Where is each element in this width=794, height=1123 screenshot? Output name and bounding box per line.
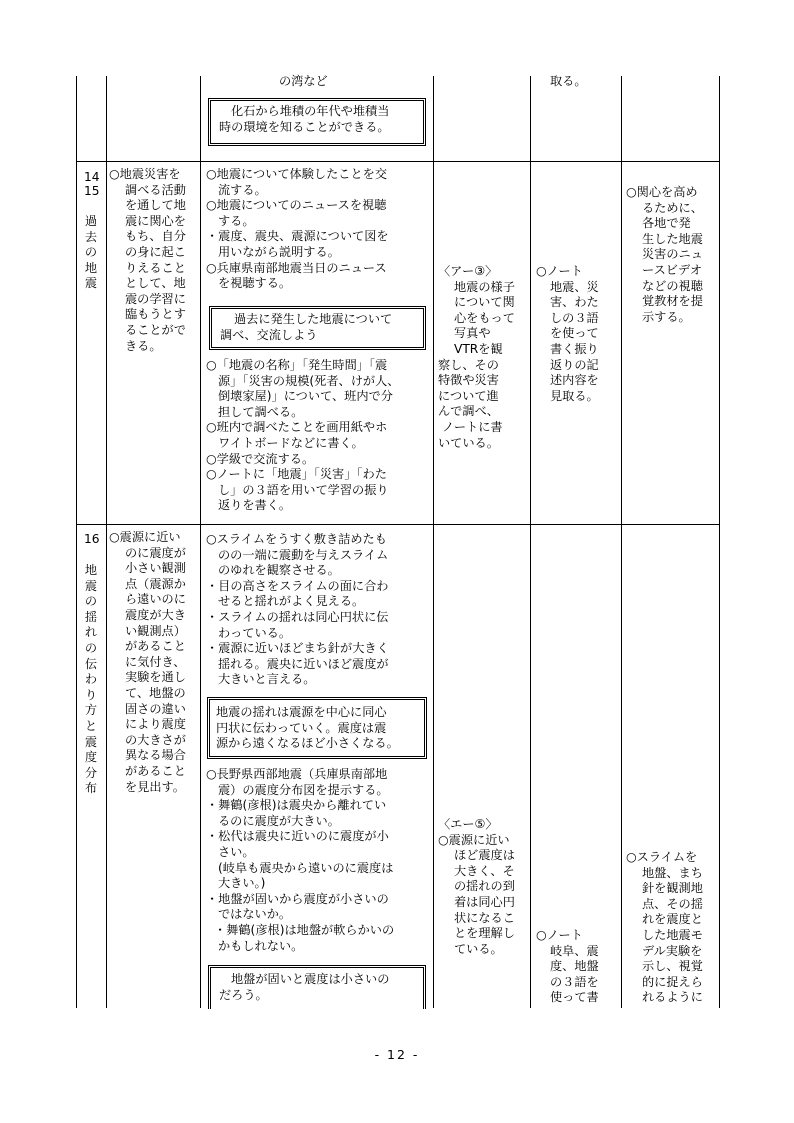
activity-line: 揺れる。震央に近いほど震度が [218, 656, 389, 671]
evaluation-line: ほど震度は [454, 848, 515, 863]
activity-line: ・スライムの揺れは同心円状に伝 [206, 609, 389, 624]
activity-line: 用いながら説明する。 [218, 244, 340, 259]
method-line: ○ノート [536, 264, 583, 278]
notes-line: した地震モ [642, 927, 703, 942]
box-line: 地盤が固いと震度は小さいの [231, 972, 390, 986]
activity-line: ○長野県西部地震（兵庫県南部地 [206, 767, 388, 781]
column-divider [530, 76, 531, 1008]
activity-line: (岐阜も震央から遠いのに震度は [218, 860, 394, 875]
evaluation-line: 大きく、そ [454, 863, 515, 878]
goal-line: 小さい観測 [125, 561, 186, 576]
goal-line: の大きさが [125, 732, 186, 747]
method-line: 岐阜、震 [550, 943, 599, 958]
goal-line: 震度が大き [125, 607, 186, 622]
title-char: の [84, 594, 98, 609]
task-box-past-earthquakes [209, 306, 426, 350]
activity-line: わっている。 [218, 625, 292, 640]
unit-title-shaking-propagation [83, 563, 99, 797]
evaluation-text [438, 817, 515, 957]
goal-line: を見出す。 [125, 779, 185, 794]
activity-line: ・舞鶴(彦根)は地盤が軟らかいの [214, 922, 395, 937]
title-char: 分 [84, 765, 98, 780]
activity-line: ・地盤が固いから震度が小さいの [206, 891, 389, 906]
goal-line: きる。 [125, 338, 162, 353]
notes-line: 災害のニュ [642, 247, 703, 262]
method-line: の３語を [550, 974, 599, 989]
notes-line: ースビデオ [642, 262, 703, 277]
notes-line: れるように [642, 990, 703, 1005]
box-line: 源から遠くなるほど小さくなる。 [216, 736, 399, 751]
method-line: 地震、災 [550, 279, 599, 294]
evaluation-line: んで調べ、 [438, 404, 499, 419]
activity-line: ○ノートに「地震」「災害」「わた [206, 467, 387, 482]
notes-line: ○スライムを [626, 850, 698, 864]
evaluation-line: 状になるこ [454, 910, 515, 925]
title-char: り [84, 687, 98, 702]
method-line: 使って書 [550, 990, 599, 1005]
notes-line: 的に捉えら [642, 974, 703, 989]
conclusion-box-propagation [207, 697, 427, 759]
notes-line: 点、その揺 [642, 896, 703, 911]
notes-line: 生した地震 [642, 231, 703, 246]
activity-line: さい。 [218, 844, 255, 859]
goal-line: があること [125, 763, 186, 778]
activity-line: ○スライムをうすく敷き詰めたも [206, 532, 387, 546]
hypothesis-box [208, 965, 426, 1009]
title-char: 布 [84, 781, 98, 796]
activity-line: ・舞鶴(彦根)は震央から離れてい [206, 798, 387, 813]
evaluation-line: とを理解し [454, 926, 515, 941]
title-char: の [84, 640, 98, 655]
method-line: 書く振り [550, 341, 599, 356]
title-char: と [84, 718, 98, 733]
activity-line: ○兵庫県南部地震当日のニュース [206, 260, 387, 275]
goal-line: ○地震災害を [109, 167, 181, 181]
evaluation-line: 〈エー⑤〉 [438, 817, 498, 831]
evaluation-line: ○震源に近い [438, 832, 510, 847]
method-line: ○ノート [536, 928, 583, 942]
title-char: れ [84, 625, 98, 640]
evaluation-line: 心をもって [454, 310, 515, 325]
notes-line: 示し、視覚 [642, 959, 703, 974]
title-char: の [84, 245, 98, 260]
notes-line: 地盤、まち [642, 865, 703, 880]
method-line: 返りの記 [550, 357, 599, 372]
method-line: しの３語 [550, 310, 599, 325]
title-char: 震 [84, 734, 98, 749]
method-line: 見取る。 [550, 388, 599, 403]
activity-line: ・震度、震央、震源について図を [206, 229, 389, 244]
unit-title-past-earthquakes [83, 214, 99, 292]
title-char: 伝 [84, 656, 98, 671]
activity-line: ・目の高さをスライムの面に合わ [206, 578, 389, 593]
box-line: 時の環境を知ることができる。 [219, 119, 390, 134]
table-border-left [76, 76, 77, 1008]
goal-line: て、地盤の [125, 685, 186, 700]
goal-line: により震度 [125, 717, 186, 732]
notes-line: 示する。 [642, 309, 691, 324]
activity-text [206, 532, 389, 688]
evaluation-line: 〈アー③〉 [438, 264, 498, 278]
goal-line: い観測点） [125, 623, 186, 638]
period-number: 16 [84, 532, 100, 546]
activity-line: ○「地震の名称」「発生時間」「震 [206, 358, 388, 372]
goal-line: りえること [125, 260, 186, 275]
title-char: わ [84, 672, 98, 687]
title-char: 揺 [84, 609, 98, 624]
box-line: 化石から堆積の年代や堆積当 [231, 104, 390, 118]
method-line: を使って [550, 326, 599, 341]
goal-line: 震に関心を [125, 213, 186, 228]
goal-line: ることがで [125, 322, 186, 337]
activity-line: かもしれない。 [218, 938, 304, 953]
notes-line: ○関心を高め [626, 185, 698, 199]
activity-line: ○地震について体験したことを交 [206, 167, 388, 181]
goal-line: の身に起こ [125, 244, 186, 259]
method-line: 述内容を [550, 373, 599, 388]
page-number: - 12 - [374, 1047, 420, 1062]
method-line: 度、地盤 [550, 959, 599, 974]
activity-line: のゆれを観察させる。 [218, 563, 340, 578]
notes-line: れを震度と [642, 912, 703, 927]
goal-line: ○震源に近い [109, 530, 181, 544]
notes-text [626, 850, 703, 1006]
evaluation-text [438, 264, 515, 451]
activity-line: し」の３語を用いて学習の振り [218, 482, 389, 497]
evaluation-line: について進 [438, 388, 499, 403]
notes-line: 覚教材を提 [642, 294, 703, 309]
goal-line: 臨もうとす [125, 307, 186, 322]
box-line: 調べ、交流しよう [220, 327, 318, 342]
conclusion-box-fossil [208, 98, 426, 146]
row-divider [76, 161, 720, 162]
goal-line: 調べる活動 [125, 182, 186, 197]
goal-line: ら遠いのに [125, 592, 186, 607]
activity-line: のの一端に震動を与えスライム [218, 547, 389, 562]
evaluation-line: いている。 [438, 435, 499, 450]
activity-line: ではないか。 [218, 907, 292, 922]
goal-line: もち、自分 [125, 229, 186, 244]
activity-line: 流する。 [218, 182, 267, 197]
activity-line: るのに震度が大きい。 [218, 813, 340, 828]
title-char: 度 [84, 750, 98, 765]
goal-line: に気付き、 [125, 654, 186, 669]
notes-line: 各地で発 [642, 216, 691, 231]
box-line: 地震の揺れは震源を中心に同心 [216, 705, 387, 719]
box-line: 過去に発生した地震について [234, 312, 393, 326]
activity-line: 源」「災害の規模(死者、けが人、 [218, 373, 400, 388]
title-char: 地 [84, 563, 98, 577]
activity-text [206, 767, 394, 954]
period-line: 14 [84, 170, 100, 184]
top-activity-tail: の湾など [279, 74, 328, 88]
activity-line: ○地震についてのニュースを視聴 [206, 198, 387, 213]
activity-line: ○班内で調べたことを画用紙やホ [206, 420, 388, 435]
evaluation-line: ている。 [454, 941, 503, 956]
title-char: 地 [84, 260, 98, 275]
activity-line: 震）の震度分布図を提示する。 [218, 782, 389, 797]
column-divider [621, 76, 622, 1008]
evaluation-line: 特徴や災害 [438, 373, 499, 388]
period-number [84, 170, 100, 198]
notes-text [626, 185, 703, 325]
table-border-right [719, 76, 720, 1008]
activity-line: ・震源に近いほどまち針が大きく [206, 641, 389, 656]
row-divider [76, 524, 720, 525]
notes-line: 針を観測地 [642, 881, 703, 896]
period-line: 15 [84, 184, 100, 198]
title-char: 震 [84, 578, 98, 593]
column-divider [433, 76, 434, 1008]
evaluation-line: 写真や [454, 326, 491, 341]
activity-line: 担して調べる。 [218, 404, 304, 419]
activity-line: 倒壊家屋)」について、班内で分 [218, 389, 393, 404]
column-divider [106, 76, 107, 1008]
activity-line: ワイトボードなどに書く。 [218, 435, 364, 450]
activity-line: ○学級で交流する。 [206, 451, 315, 466]
activity-line: せると揺れがよく見える。 [218, 594, 365, 609]
goal-line: として、地 [125, 276, 186, 291]
notes-line: るために、 [642, 200, 703, 215]
goal-text [109, 530, 186, 795]
top-method-tail: 取る。 [550, 74, 587, 88]
evaluation-line: の揺れの到 [454, 879, 515, 894]
evaluation-line: 着は同心円 [454, 894, 515, 909]
title-char: 震 [84, 276, 98, 291]
title-char: 去 [84, 229, 98, 244]
title-char: 方 [84, 703, 98, 718]
activity-line: する。 [218, 213, 255, 228]
activity-line: を視聴する。 [218, 276, 292, 291]
goal-line: 固さの違い [125, 701, 186, 716]
evaluation-line: について関 [454, 295, 515, 310]
box-line: だろう。 [219, 987, 268, 1002]
goal-line: 異なる場合 [125, 748, 186, 763]
goal-text [109, 167, 186, 354]
activity-line: ・松代は震央に近いのに震度が小 [206, 829, 389, 844]
activity-line: 大きいと言える。 [218, 672, 316, 687]
column-divider [200, 76, 201, 1008]
evaluation-line: 地震の様子 [454, 279, 515, 294]
goal-line: があること [125, 639, 186, 654]
activity-line: 大きい。) [218, 876, 266, 891]
activity-text [206, 358, 399, 514]
goal-line: を通して地 [125, 198, 186, 213]
method-text [536, 264, 599, 404]
box-line: 円状に伝わっていく。震度は震 [216, 720, 387, 735]
activity-text [206, 167, 389, 292]
evaluation-line: VTRを観 [454, 341, 503, 356]
title-char: 過 [84, 214, 98, 228]
method-line: 害、わた [550, 295, 599, 310]
notes-line: デル実験を [642, 943, 703, 958]
goal-line: 震の学習に [125, 291, 186, 306]
evaluation-line: ノートに書 [442, 419, 503, 434]
goal-line: 点（震源か [125, 576, 186, 591]
notes-line: などの視聴 [642, 278, 703, 293]
evaluation-line: 察し、その [438, 357, 499, 372]
method-text [536, 928, 599, 1006]
goal-line: 実験を通し [125, 670, 186, 685]
goal-line: のに震度が [125, 545, 186, 560]
activity-line: 返りを書く。 [218, 498, 291, 513]
